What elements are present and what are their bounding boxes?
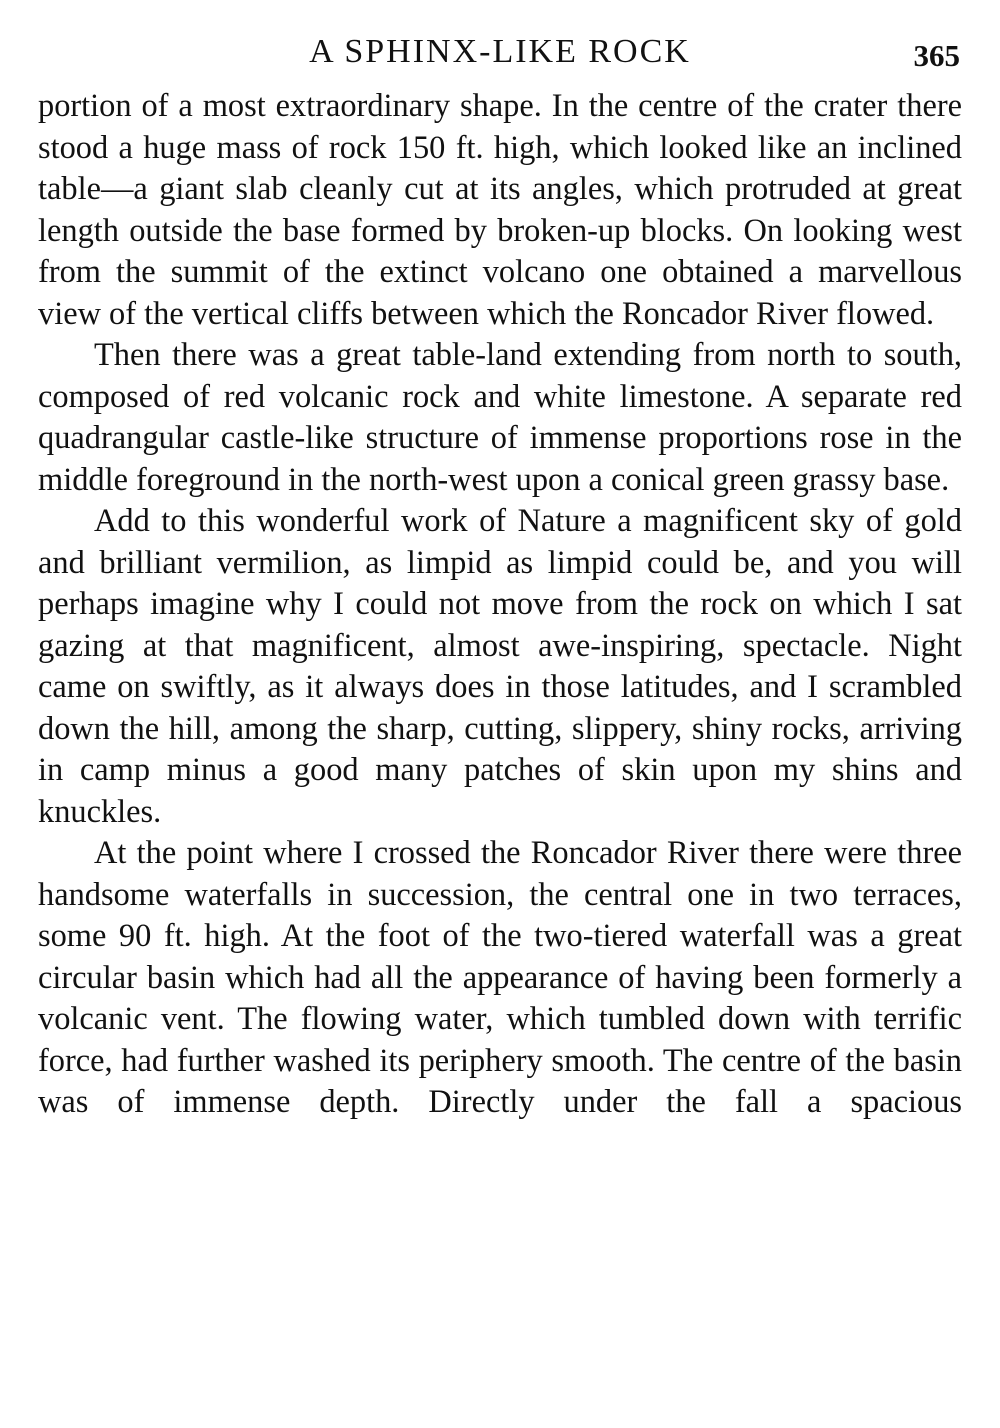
page-number: 365 bbox=[913, 38, 960, 73]
running-head bbox=[38, 30, 962, 86]
paragraph-continued: portion of a most extraordinary shape. In the centre of the crater there stood a huge mass of rock 150 ft. high, which looked like an inclined table—a giant slab cleanly cut at its angles, which protruded at great length outside the base formed by broken-up blocks. On looking west from the summit of the extinct volcano one obtained a marvellous view of the vertical cliffs between which the Roncador River flowed. bbox=[38, 88, 962, 332]
book-page bbox=[38, 30, 962, 1420]
paragraph-table-land: Then there was a great table-land extending from north to south, composed of red volcanic rock and white limestone. A separate red quadrangular castle-like structure of immense proportions rose in the middle foreground in the north-west upon a conical green grassy base. bbox=[38, 337, 962, 498]
paragraph-waterfalls: At the point where I crossed the Roncador River there were three handsome waterfalls in succession, the central one in two terraces, some 90 ft. high. At the foot of the two-tiered waterfall was a great circular basin which had all the appearance of having been formerly a volcanic vent. The flowing water, which tumbled down with terrific force, had further washed its periphery smooth. The centre of the basin was of immense depth. Directly under the fall a spacious bbox=[38, 835, 962, 1120]
body-text bbox=[38, 86, 962, 1124]
paragraph-sky: Add to this wonderful work of Nature a magnificent sky of gold and brilliant vermilion, as limpid as limpid could be, and you will perhaps imagine why I could not move from the rock on which I sat gazing at that magnificent, almost awe-inspiring, spectacle. Night came on swiftly, as it always does in those latitudes, and I scrambled down the hill, among the sharp, cutting, slippery, shiny rocks, arriving in camp minus a good many patches of skin upon my shins and knuckles. bbox=[38, 503, 962, 830]
running-title: A SPHINX-LIKE ROCK bbox=[309, 33, 691, 70]
